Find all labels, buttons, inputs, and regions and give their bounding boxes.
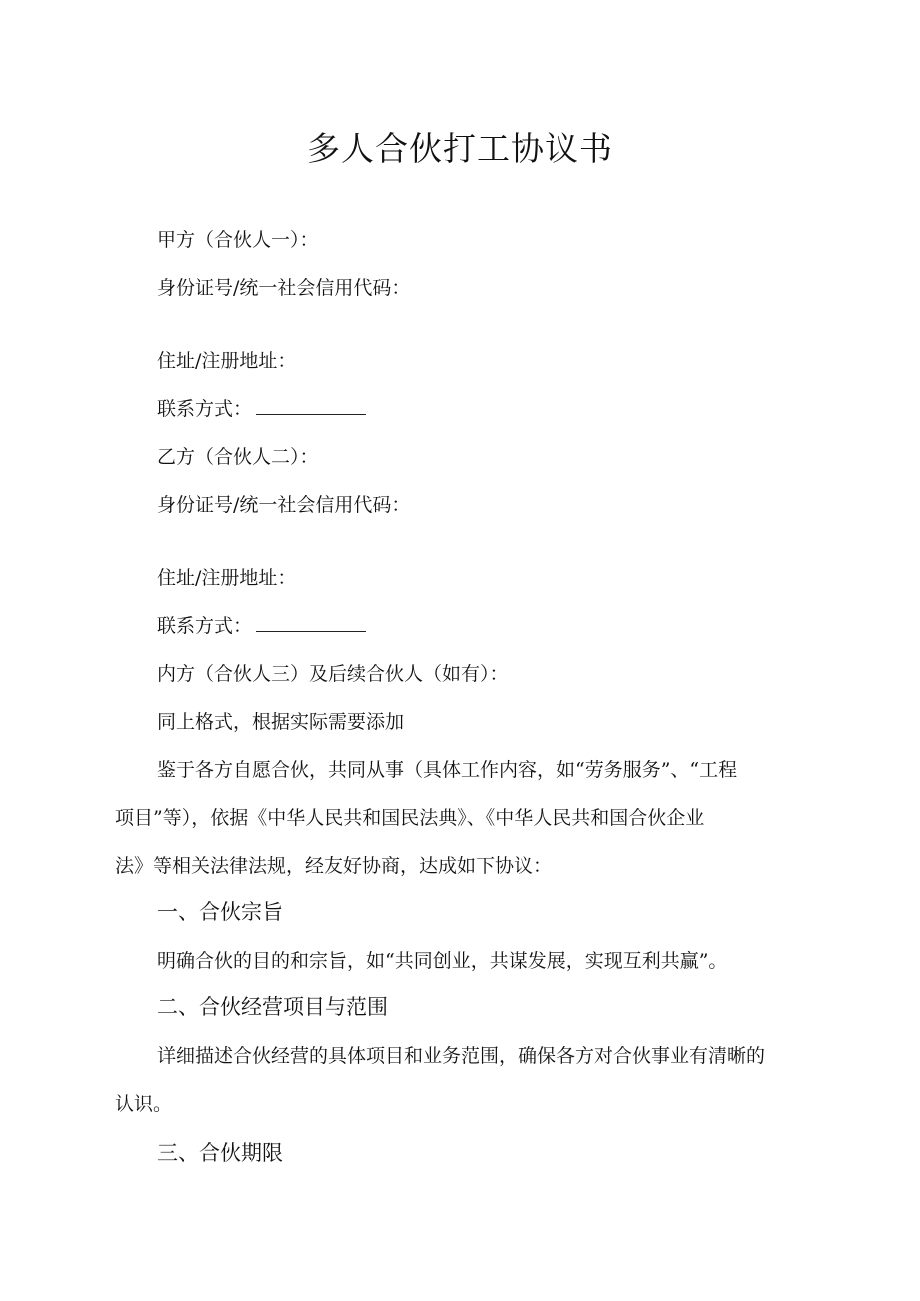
document-title: 多人合伙打工协议书 <box>307 129 613 168</box>
preamble-line-2: 项目”等），依据《中华人民共和国民法典》、《中华人民共和国合伙企业 <box>115 807 705 829</box>
party-c-heading: 内方（合伙人三）及后续合伙人（如有）： <box>157 663 509 685</box>
party-a-id-label: 身份证号/统一社会信用代码： <box>157 277 411 299</box>
party-b-id-label: 身份证号/统一社会信用代码： <box>157 494 411 516</box>
party-b-address-label: 住址/注册地址： <box>157 567 297 589</box>
party-a-heading: 甲方（合伙人一）： <box>157 229 319 251</box>
party-b-contact-label: 联系方式： <box>157 615 253 637</box>
section-1-body: 明确合伙的目的和宗旨，如“共同创业，共谋发展，实现互利共赢”。 <box>157 950 728 972</box>
party-b-heading: 乙方（合伙人二）： <box>157 446 319 468</box>
section-2-line-1: 详细描述合伙经营的具体项目和业务范围，确保各方对合伙事业有清晰的 <box>157 1045 766 1067</box>
section-3-heading: 三、合伙期限 <box>157 1141 283 1165</box>
party-b-contact <box>157 613 366 639</box>
section-2-line-2: 认识。 <box>115 1093 173 1115</box>
party-a-contact-blank <box>256 396 366 415</box>
party-a-contact <box>157 396 366 422</box>
section-2-heading: 二、合伙经营项目与范围 <box>157 995 388 1019</box>
party-a-contact-label: 联系方式： <box>157 398 253 420</box>
party-b-contact-blank <box>256 613 366 632</box>
section-1-heading: 一、合伙宗旨 <box>157 900 283 924</box>
party-c-note: 同上格式，根据实际需要添加 <box>157 711 405 733</box>
party-a-address-label: 住址/注册地址： <box>157 350 297 372</box>
preamble-line-1: 鉴于各方自愿合伙，共同从事（具体工作内容，如“劳务服务”、“工程 <box>157 759 738 781</box>
preamble-line-3: 法》等相关法律法规，经友好协商，达成如下协议： <box>115 855 553 877</box>
